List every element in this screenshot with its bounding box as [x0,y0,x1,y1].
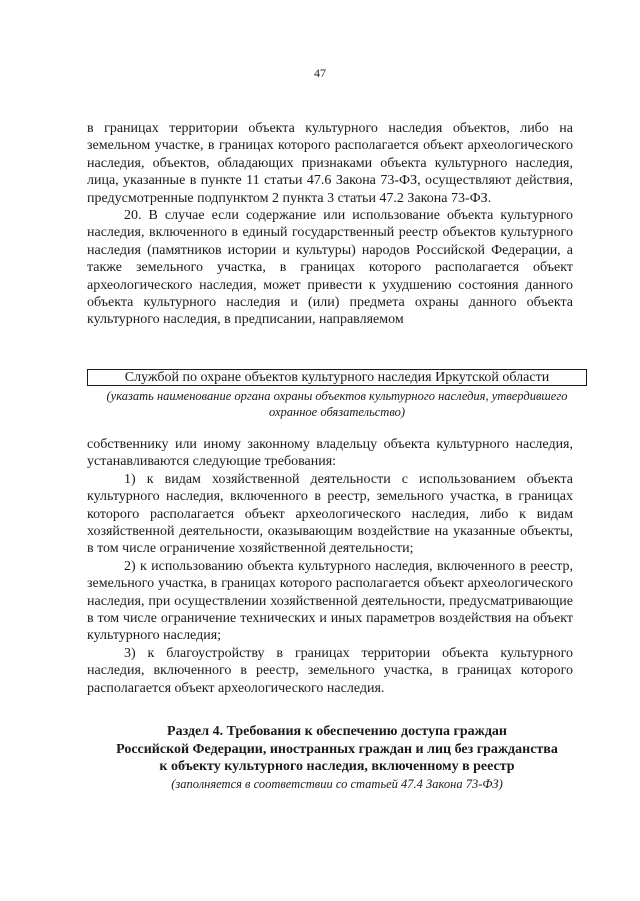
authority-name-box [87,369,587,386]
section-4-heading [87,723,587,793]
page-number: 47 [314,66,326,80]
authority-name: Службой по охране объектов культурного наследия Иркутской области [124,370,550,385]
paragraph-block-top [87,120,573,329]
section-title-line-3: к объекту культурного наследия, включенному в реестр [159,759,515,774]
requirement-item-1: 1) к видам хозяйственной деятельности с использованием объекта культурного наследия, включенного в реестр, земельного участка, в границах которого располагается объект археологического наследия, либо к видам хозяйственной деятельности, оказывающим воздействие на указанные объекты, в том числе ограничение хозяйственной деятельности; [87,471,573,557]
section-title-line-2: Российской Федерации, иностранных граждан и лиц без гражданства [116,741,558,757]
section-title-line-1: Раздел 4. Требования к обеспечению доступа граждан [167,724,507,739]
authority-hint: (указать наименование органа охраны объектов культурного наследия, утвердившего охранное обязательство) [106,389,568,419]
section-note: (заполняется в соответствии со статьей 47.4 Закона 73-ФЗ) [171,776,503,791]
requirement-item-3: 3) к благоустройству в границах территории объекта культурного наследия, включенного в реестр, земельного участка, в границах которого располагается объект археологического наследия. [87,645,573,696]
paragraph-item-20: 20. В случае если содержание или использование объекта культурного наследия, включенного в единый государственный реестр объектов культурного наследия (памятников истории и культуры) народов Российской Федерации, а также земельного участка, в границах которого располагается объект археологического наследия, может привести к ухудшению состояния данного объекта культурного наследия и (или) предмета охраны данного объекта культурного наследия, в предписании, направляемом [87,208,573,328]
paragraph-block-bottom [87,436,573,697]
requirements-intro: собственнику или иному законному владельцу объекта культурного наследия, устанавливаются следующие требования: [87,437,573,470]
requirement-item-2: 2) к использованию объекта культурного наследия, включенного в реестр, земельного участка, в границах которого располагается объект археологического наследия, при осуществлении хозяйственной деятельности, предусматривающие в том числе ограничение технических и иных параметров воздействия на объект культурного наследия; [87,558,573,644]
paragraph-continuation: в границах территории объекта культурного наследия объектов, либо на земельном участке, в границах которого располагается объект археологического наследия, объектов, обладающих признаками объекта культурного наследия, лица, указанные в пункте 11 статьи 47.6 Закона 73-ФЗ, осуществляют действия, предусмотренные подпунктом 2 пункта 3 статьи 47.2 Закона 73-ФЗ. [87,121,573,206]
